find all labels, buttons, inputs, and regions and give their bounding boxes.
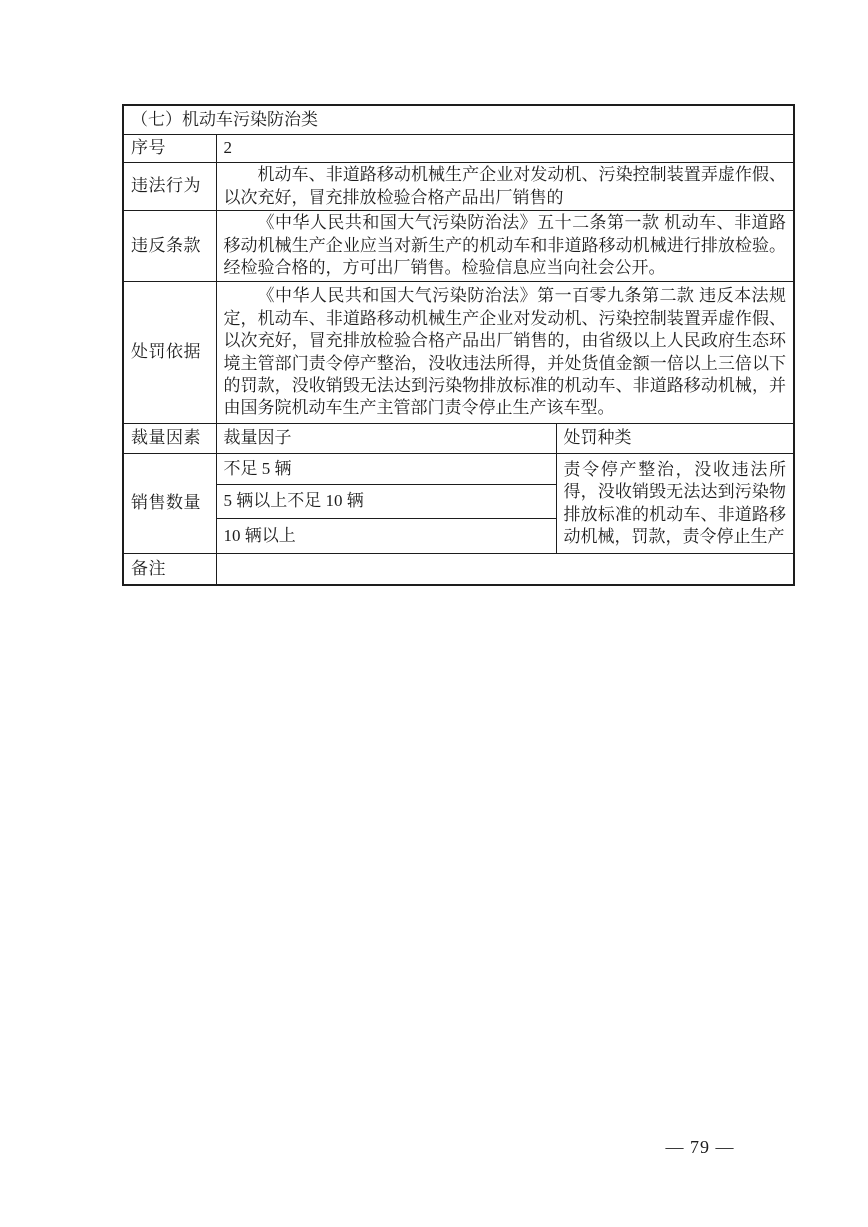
sales-quantity-tier-3: 10 辆以上 xyxy=(216,519,556,554)
penalty-type-header: 处罚种类 xyxy=(556,424,794,454)
violated-clause-label: 违反条款 xyxy=(123,211,216,282)
discretion-header-row xyxy=(123,424,794,454)
sales-quantity-tier-row xyxy=(123,454,794,485)
sales-quantity-tier-1: 不足 5 辆 xyxy=(216,454,556,485)
illegal-act-row xyxy=(123,163,794,211)
remarks-row xyxy=(123,554,794,586)
section-header-row xyxy=(123,105,794,135)
serial-label: 序号 xyxy=(123,135,216,163)
penalty-basis-text: 《中华人民共和国大气污染防治法》第一百零九条第二款 违反本法规定，机动车、非道路移动机械生产企业对发动机、污染控制装置弄虚作假、以次充好，冒充排放检验合格产品出厂销售的，由省级以上人民政府生态环境主管部门责令停产整治，没收违法所得，并处货值金额一倍以上三倍以下的罚款，没收销毁无法达到污染物排放标准的机动车、非道路移动机械，并由国务院机动车生产主管部门责令停止生产该车型。 xyxy=(216,282,794,424)
illegal-act-text: 机动车、非道路移动机械生产企业对发动机、污染控制装置弄虚作假、以次充好，冒充排放检验合格产品出厂销售的 xyxy=(216,163,794,211)
penalty-basis-row xyxy=(123,282,794,424)
remarks-label: 备注 xyxy=(123,554,216,586)
serial-row xyxy=(123,135,794,163)
sales-quantity-label: 销售数量 xyxy=(123,454,216,554)
illegal-act-label: 违法行为 xyxy=(123,163,216,211)
page-number: — 79 — xyxy=(665,1137,735,1157)
violated-clause-row xyxy=(123,211,794,282)
penalty-type-text: 责令停产整治，没收违法所得，没收销毁无法达到污染物排放标准的机动车、非道路移动机械，罚款，责令停止生产 xyxy=(556,454,794,554)
section-header: （七）机动车污染防治类 xyxy=(123,105,794,135)
violated-clause-text: 《中华人民共和国大气污染防治法》五十二条第一款 机动车、非道路移动机械生产企业应当对新生产的机动车和非道路移动机械进行排放检验。经检验合格的，方可出厂销售。检验信息应当向社会公开。 xyxy=(216,211,794,282)
discretion-factor-header: 裁量因子 xyxy=(216,424,556,454)
sales-quantity-tier-2: 5 辆以上不足 10 辆 xyxy=(216,485,556,519)
penalty-basis-label: 处罚依据 xyxy=(123,282,216,424)
remarks-value xyxy=(216,554,794,586)
discretion-label: 裁量因素 xyxy=(123,424,216,454)
serial-value: 2 xyxy=(216,135,794,163)
penalty-discretion-table xyxy=(122,104,795,586)
